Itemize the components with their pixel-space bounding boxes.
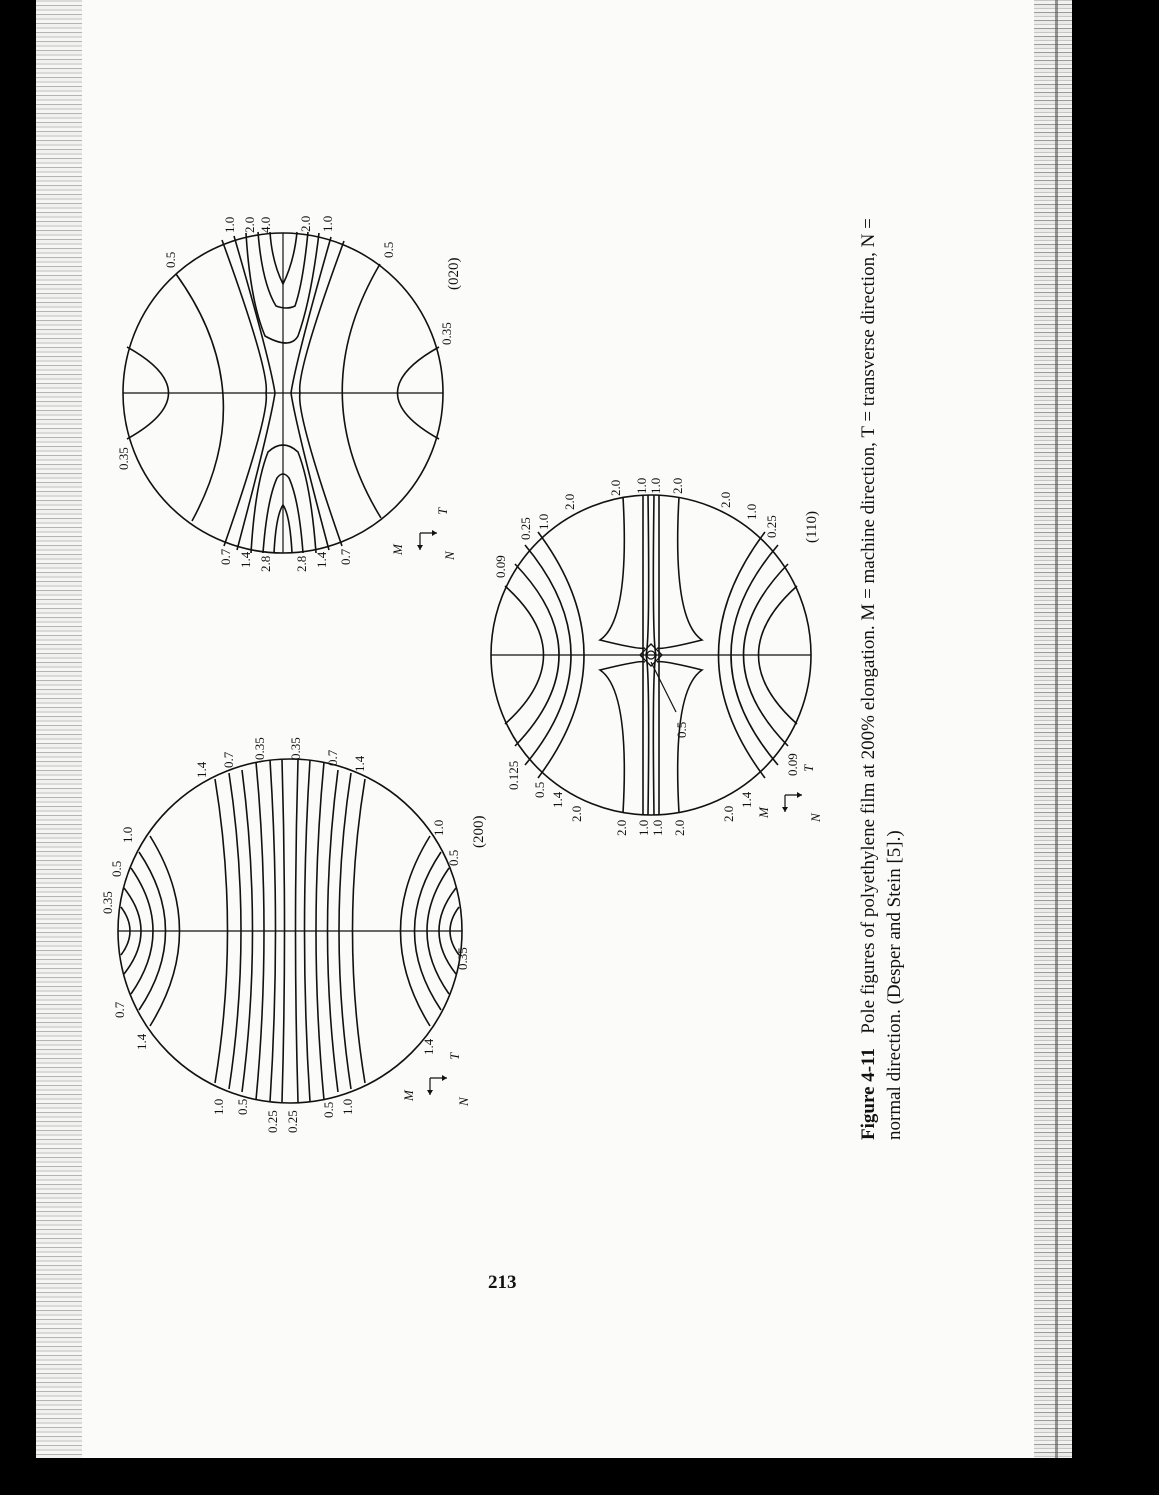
label: 2.0: [242, 216, 257, 233]
label: 0.09: [493, 555, 508, 578]
label: 2.0: [298, 215, 313, 232]
axis-n-label: N: [808, 813, 823, 822]
label: 1.0: [431, 819, 446, 836]
label: 0.5: [674, 721, 689, 738]
label: 0.5: [163, 251, 178, 268]
label: 1.4: [238, 551, 253, 568]
label: 2.0: [562, 493, 577, 510]
label: 0.25: [764, 515, 779, 538]
label: 0.7: [221, 751, 236, 768]
label: 1.0: [648, 477, 663, 494]
label: 1.4: [550, 791, 565, 808]
label: 1.4: [194, 761, 209, 778]
figure-number: Figure 4-11: [858, 1047, 879, 1140]
label: 0.35: [100, 891, 115, 914]
label: 2.0: [718, 491, 733, 508]
label: 0.25: [518, 517, 533, 540]
label: 0.5: [446, 849, 461, 866]
axis-m-label: M: [756, 807, 771, 818]
label: 1.4: [314, 551, 329, 568]
label: 0.5: [109, 860, 124, 877]
label: 0.125: [506, 760, 521, 790]
label: 2.8: [294, 555, 309, 572]
label: 4.0: [258, 216, 273, 233]
axis-m-label: M: [401, 1090, 416, 1101]
page-number: 213: [488, 1272, 517, 1293]
axis-n-label: N: [442, 551, 457, 560]
label: 0.5: [532, 781, 547, 798]
label: 2.8: [258, 555, 273, 572]
label: 1.4: [134, 1033, 149, 1050]
figure-label: (020): [446, 257, 462, 290]
label: 0.35: [116, 447, 131, 470]
label: 2.0: [614, 819, 629, 836]
label: 1.4: [352, 755, 367, 772]
caption-text: Pole figures of polyethylene film at 200% elongation. M = machine direction, T = transverse direction, N = normal direction. (Desper and Stein [5].): [858, 218, 905, 1140]
label: 0.7: [218, 548, 233, 565]
pole-figure-110: [491, 478, 823, 836]
label: 1.0: [634, 477, 649, 494]
label: 0.7: [338, 548, 353, 565]
label: 1.0: [120, 826, 135, 843]
pole-figure-020: [116, 216, 462, 572]
label: 1.0: [211, 1098, 226, 1115]
label: 0.5: [381, 241, 396, 258]
label: 2.0: [721, 805, 736, 822]
label: 0.35: [288, 737, 303, 760]
label: 0.25: [265, 1110, 280, 1133]
label: 1.0: [222, 216, 237, 233]
label: 2.0: [608, 479, 623, 496]
label: 0.35: [439, 322, 454, 345]
axis-n-label: N: [456, 1097, 471, 1106]
pole-figure-200: [100, 737, 487, 1133]
label: 2.0: [670, 477, 685, 494]
label: 1.4: [739, 791, 754, 808]
label: 0.35: [252, 737, 267, 760]
label: 1.0: [744, 503, 759, 520]
axis-t-label: T: [447, 1052, 462, 1060]
label: 0.5: [321, 1101, 336, 1118]
label: 2.0: [569, 805, 584, 822]
label: 0.7: [325, 749, 340, 766]
label: 1.0: [636, 819, 651, 836]
label: 0.35: [455, 947, 470, 970]
label: 1.4: [421, 1038, 436, 1055]
label: 2.0: [672, 819, 687, 836]
figure-label: (110): [804, 511, 820, 543]
label: 0.5: [235, 1098, 250, 1115]
axis-t-label: T: [801, 764, 816, 772]
axis-m-label: M: [390, 544, 405, 555]
label: 0.09: [785, 753, 800, 776]
label: 1.0: [340, 1098, 355, 1115]
axis-t-label: T: [435, 507, 450, 515]
label: 1.0: [650, 819, 665, 836]
label: 1.0: [536, 513, 551, 530]
figure-label: (200): [471, 815, 487, 848]
label: 0.25: [285, 1110, 300, 1133]
label: 0.7: [112, 1001, 127, 1018]
label: 1.0: [320, 215, 335, 232]
